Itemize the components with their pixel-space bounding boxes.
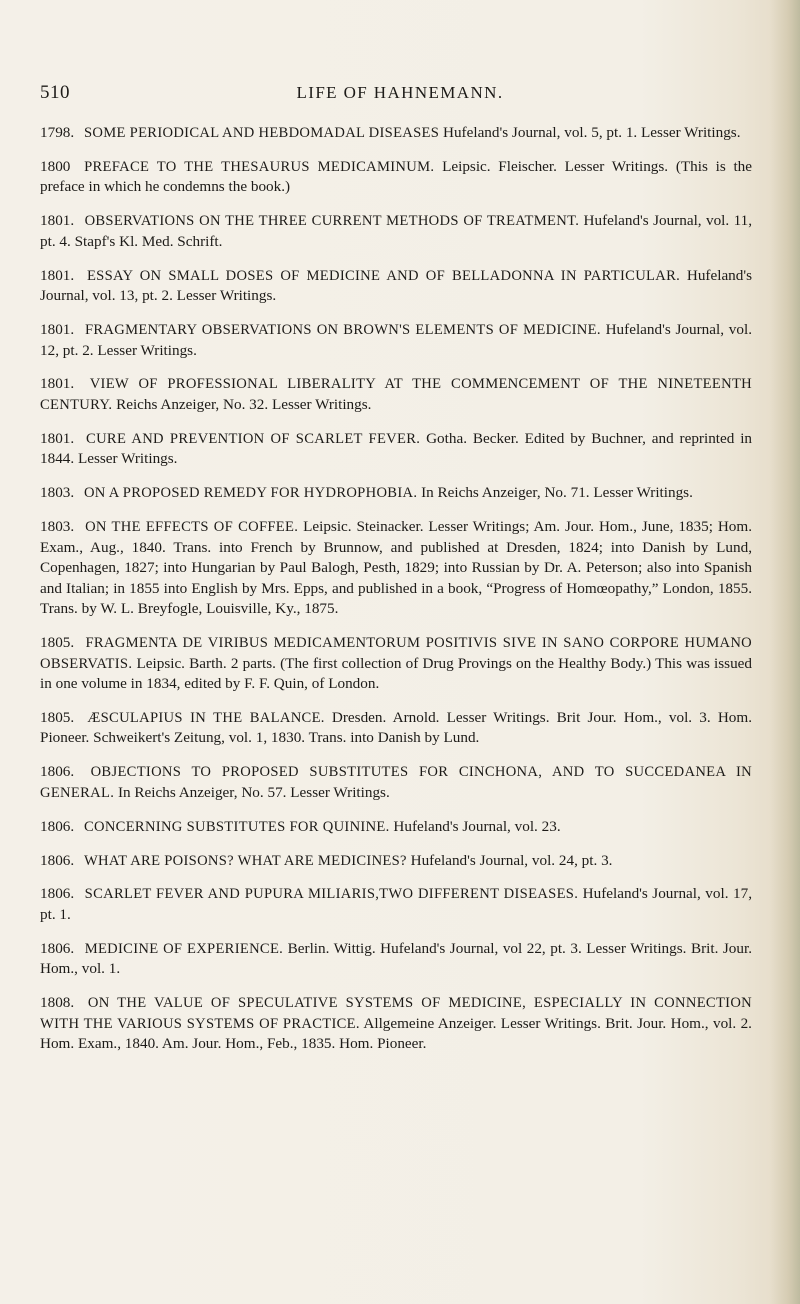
bibliography-entry	[40, 123, 752, 144]
entry-details: Reichs Anzeiger, No. 32. Lesser Writings.	[116, 395, 372, 413]
entry-details: Leipsic. Steinacker. Lesser Writings; Am. Jour. Hom., June, 1835; Hom. Exam., Aug., 1840. Trans. into French by Brunnow, and published at Dresden, 1824; into Danish by Lund, Copenhagen, 1827; into Hungarian by Paul Balogh, Pesth, 1829; into Russian by Dr. A. Peterson; also into Spanish and Italian; in 1855 into English by Mrs. Epps, and published in a book, “Progress of Homœopathy,” London, 1855. Trans. by W. L. Breyfogle, Louisville, Ky., 1875.	[40, 518, 752, 618]
entry-year: 1806.	[40, 885, 75, 903]
entry-year: 1801.	[40, 212, 75, 230]
bibliography-entry	[40, 633, 752, 695]
bibliography-entry	[40, 266, 752, 307]
entry-year: 1801.	[40, 266, 75, 284]
entry-year: 1800	[40, 157, 71, 175]
bibliography-entry	[40, 851, 752, 872]
entry-title: VIEW OF PROFESSIONAL LIBERALITY AT THE COMMENCEMENT OF THE NINETEENTH CENTURY.	[40, 376, 752, 413]
entry-title: ON A PROPOSED REMEDY FOR HYDROPHOBIA.	[83, 485, 418, 502]
entry-title: OBJECTIONS TO PROPOSED SUBSTITUTES FOR CINCHONA, AND TO SUCCEDANEA IN GENERAL.	[40, 764, 753, 801]
entry-year: 1806.	[40, 817, 75, 835]
entry-details: Hufeland's Journal, vol. 5, pt. 1. Lesser Writings.	[442, 124, 741, 141]
running-title: LIFE OF HAHNEMANN.	[296, 83, 504, 102]
entry-title: CURE AND PREVENTION OF SCARLET FEVER.	[86, 430, 421, 447]
entry-title: ESSAY ON SMALL DOSES OF MEDICINE AND OF BELLADONNA IN PARTICULAR.	[86, 267, 681, 284]
entry-title: ON THE VALUE OF SPECULATIVE SYSTEMS OF MEDICINE, ESPECIALLY IN CONNECTION WITH THE VARIOUS SYSTEMS OF PRACTICE.	[40, 995, 753, 1032]
entry-details: Hufeland's Journal, vol. 17, pt. 1.	[40, 885, 752, 923]
entry-details: Leipsic. Fleischer. Lesser Writings. (This is the preface in which he condemns the book.)	[40, 157, 753, 196]
entry-title: PREFACE TO THE THESAURUS MEDICAMINUM.	[84, 158, 435, 175]
entry-year: 1803.	[40, 518, 75, 536]
entry-year: 1805.	[40, 708, 75, 726]
entry-details: Allgemeine Anzeiger. Lesser Writings. Brit. Jour. Hom., vol. 2. Hom. Exam., 1840. Am. Jour. Hom., Feb., 1835. Hom. Pioneer.	[40, 1014, 752, 1053]
entry-details: In Reichs Anzeiger, No. 57. Lesser Writings.	[117, 783, 390, 801]
entry-title: FRAGMENTA DE VIRIBUS MEDICAMENTORUM POSITIVIS SIVE IN SANO CORPORE HUMANO OBSERVATIS.	[40, 635, 752, 672]
bibliography-entry	[40, 762, 752, 803]
page-header	[40, 82, 760, 108]
bibliography-entry	[40, 939, 752, 980]
entry-details: Hufeland's Journal, vol. 11, pt. 4. Stapf's Kl. Med. Schrift.	[40, 212, 752, 250]
entry-year: 1801.	[40, 429, 75, 447]
entry-details: Hufeland's Journal, vol. 13, pt. 2. Lesser Writings.	[40, 266, 753, 305]
bibliography-entry	[40, 429, 752, 470]
bibliography-entry	[40, 884, 752, 925]
entry-details: In Reichs Anzeiger, No. 71. Lesser Writings.	[421, 484, 693, 502]
page-number: 510	[40, 82, 70, 103]
entry-year: 1798.	[40, 124, 75, 141]
entry-details: Gotha. Becker. Edited by Buchner, and reprinted in 1844. Lesser Writings.	[40, 429, 753, 468]
entry-details: Leipsic. Barth. 2 parts. (The first collection of Drug Provings on the Healthy Body.) This was issued in one volume in 1834, edited by F. F. Quin, of London.	[40, 654, 753, 693]
entry-details: Dresden. Arnold. Lesser Writings. Brit Jour. Hom., vol. 3. Hom. Pioneer. Schweikert's Zeitung, vol. 1, 1830. Trans. into Danish by Lund.	[40, 708, 753, 747]
bibliography-entry	[40, 320, 752, 361]
entry-title: OBSERVATIONS ON THE THREE CURRENT METHODS OF TREATMENT.	[84, 213, 580, 230]
bibliography-entry	[40, 211, 752, 252]
entry-details: Berlin. Wittig. Hufeland's Journal, vol 22, pt. 3. Lesser Writings. Brit. Jour. Hom., vol. 1.	[40, 939, 753, 978]
entry-year: 1803.	[40, 484, 75, 502]
entry-title: ON THE EFFECTS OF COFFEE.	[85, 519, 299, 536]
entry-title: FRAGMENTARY OBSERVATIONS ON BROWN'S ELEMENTS OF MEDICINE.	[84, 322, 601, 339]
bibliography-entry	[40, 708, 752, 749]
entry-year: 1805.	[40, 634, 75, 652]
entry-title: CONCERNING SUBSTITUTES FOR QUININE.	[83, 818, 390, 835]
bibliography-entry	[40, 817, 752, 838]
bibliography-entry	[40, 157, 752, 198]
entry-title: SOME PERIODICAL AND HEBDOMADAL DISEASES	[83, 125, 440, 141]
entry-year: 1806.	[40, 939, 75, 957]
bibliography-list	[40, 123, 752, 1068]
entry-year: 1801.	[40, 375, 75, 393]
entry-title: MEDICINE OF EXPERIENCE.	[84, 940, 284, 957]
entry-details: Hufeland's Journal, vol. 23.	[393, 817, 561, 835]
entry-year: 1806.	[40, 851, 75, 869]
bibliography-entry	[40, 483, 752, 504]
entry-details: Hufeland's Journal, vol. 24, pt. 3.	[410, 851, 613, 869]
entry-details: Hufeland's Journal, vol. 12, pt. 2. Lesser Writings.	[40, 321, 752, 359]
entry-year: 1806.	[40, 763, 75, 781]
page-edge-shadow	[770, 0, 800, 1304]
entry-title: ÆSCULAPIUS IN THE BALANCE.	[87, 709, 325, 726]
bibliography-entry	[40, 993, 752, 1055]
bibliography-entry	[40, 517, 752, 620]
entry-year: 1801.	[40, 321, 75, 339]
bibliography-entry	[40, 374, 752, 415]
entry-title: WHAT ARE POISONS? WHAT ARE MEDICINES?	[83, 852, 407, 869]
entry-year: 1808.	[40, 994, 75, 1012]
entry-title: SCARLET FEVER AND PUPURA MILIARIS,TWO DIFFERENT DISEASES.	[84, 886, 579, 903]
